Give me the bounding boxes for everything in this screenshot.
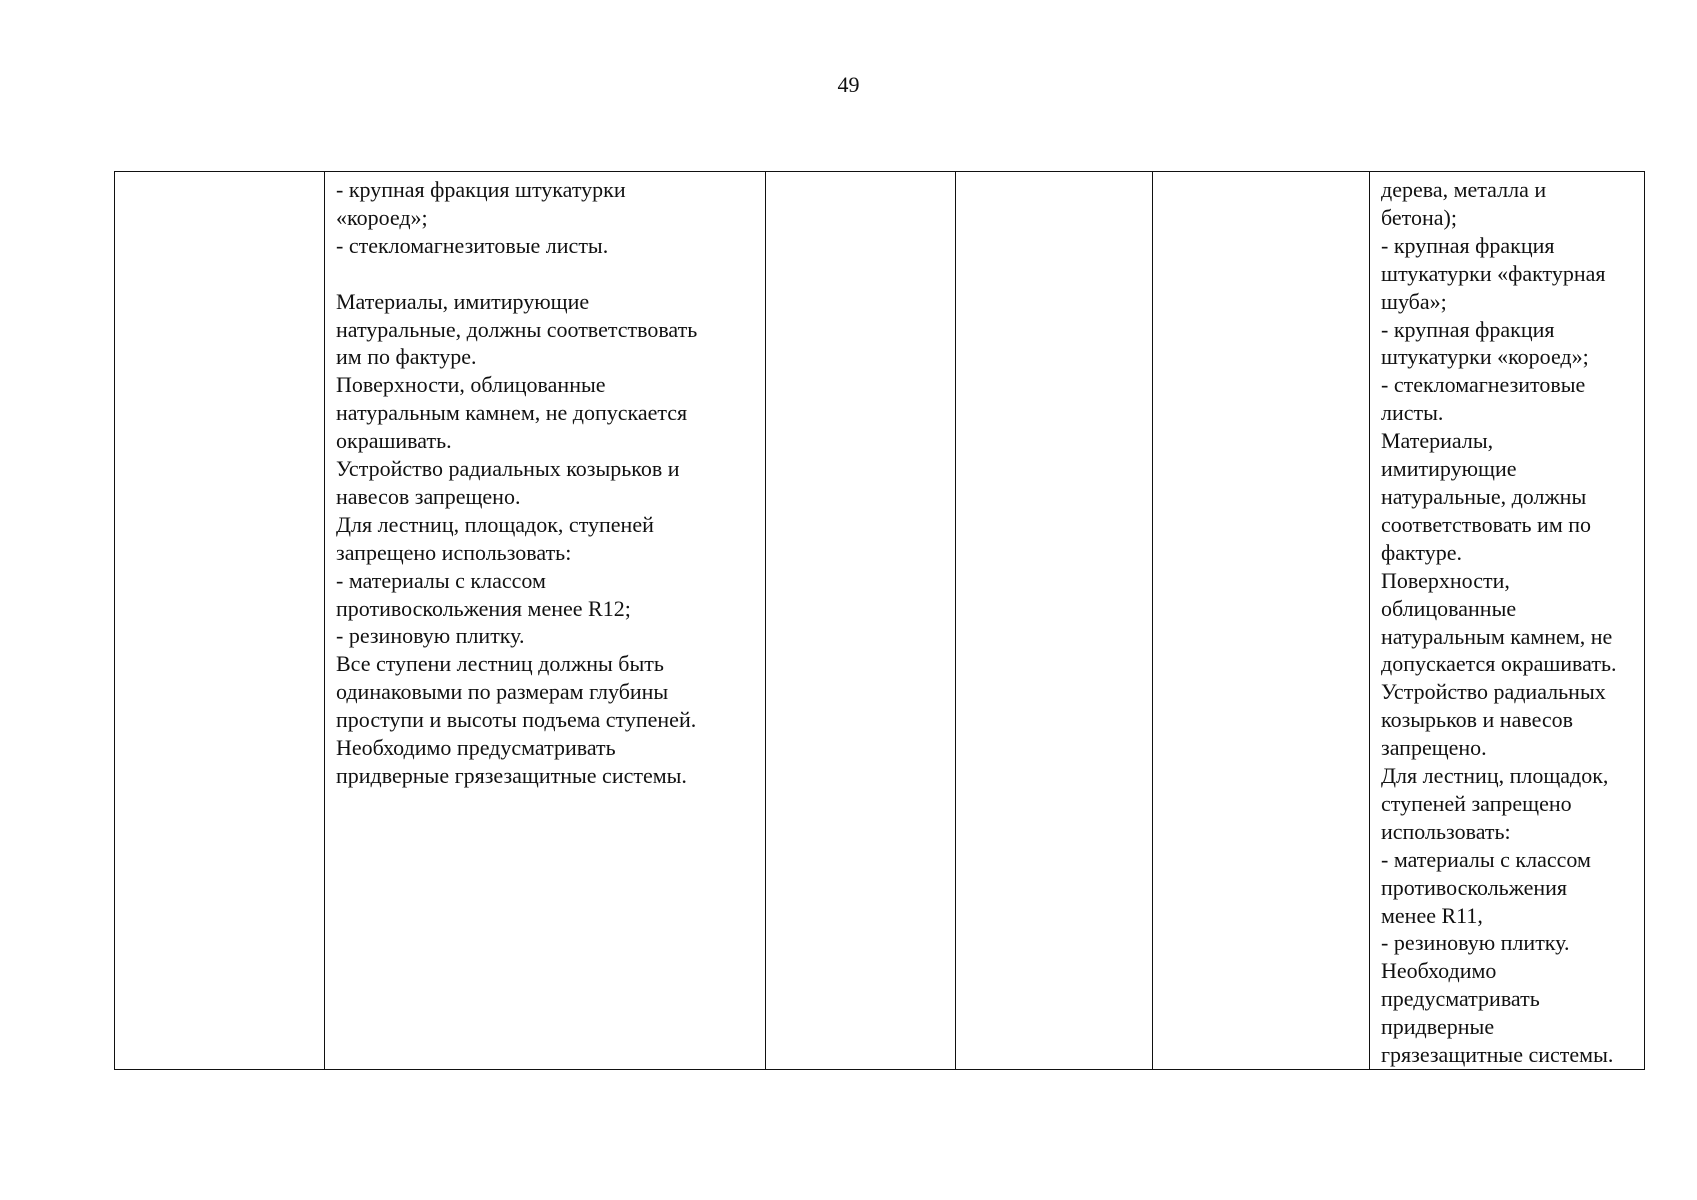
text-line: менее R11, xyxy=(1381,902,1483,928)
text-line: имитирующие xyxy=(1381,456,1517,482)
text-line: - материалы с классом xyxy=(336,567,546,593)
table-cell-col1 xyxy=(115,172,325,1070)
text-line: - резиновую плитку. xyxy=(336,623,525,649)
text-line: бетона); xyxy=(1381,204,1457,230)
text-line: окрашивать. xyxy=(336,428,452,454)
text-line: - крупная фракция xyxy=(1381,232,1555,258)
text-line: запрещено использовать: xyxy=(336,539,572,565)
text-line xyxy=(336,260,755,288)
text-line: - материалы с классом xyxy=(1381,846,1591,872)
cell-text-col6 xyxy=(1381,176,1634,1069)
text-line: Для лестниц, площадок, xyxy=(1381,763,1609,789)
text-line: проступи и высоты подъема ступеней. xyxy=(336,707,697,733)
text-line: Материалы, xyxy=(1381,428,1494,454)
table-cell-col5 xyxy=(1153,172,1370,1070)
text-line: Необходимо xyxy=(1381,958,1497,984)
table-cell-col6 xyxy=(1370,172,1645,1070)
page-number: 49 xyxy=(837,72,860,97)
text-line: противоскольжения xyxy=(1381,874,1568,900)
text-line: - резиновую плитку. xyxy=(1381,930,1570,956)
text-line: грязезащитные системы. xyxy=(1381,1042,1614,1068)
text-line: придверные грязезащитные системы. xyxy=(336,763,687,789)
text-line: «короед»; xyxy=(336,204,428,230)
text-line: шуба»; xyxy=(1381,288,1447,314)
table-row xyxy=(115,172,1645,1070)
text-line: одинаковыми по размерам глубины xyxy=(336,679,669,705)
text-line: облицованные xyxy=(1381,595,1517,621)
text-line: ступеней запрещено xyxy=(1381,790,1572,816)
text-line: натуральные, должны xyxy=(1381,483,1587,509)
text-line: Устройство радиальных xyxy=(1381,679,1606,705)
text-line: соответствовать им по xyxy=(1381,511,1592,537)
text-line: придверные xyxy=(1381,1014,1495,1040)
text-line: Поверхности, облицованные xyxy=(336,372,606,398)
table-cell-col2 xyxy=(325,172,766,1070)
text-line: штукатурки «короед»; xyxy=(1381,344,1589,370)
text-line: использовать: xyxy=(1381,818,1511,844)
cell-text-col2 xyxy=(336,176,755,790)
text-line: навесов запрещено. xyxy=(336,483,521,509)
text-line: Все ступени лестниц должны быть xyxy=(336,651,664,677)
text-line: дерева, металла и xyxy=(1381,177,1547,202)
text-line: - стекломагнезитовые xyxy=(1381,372,1586,398)
text-line: Поверхности, xyxy=(1381,567,1510,593)
text-line: предусматривать xyxy=(1381,986,1540,1012)
text-line: фактуре. xyxy=(1381,539,1463,565)
requirements-table xyxy=(114,171,1645,1070)
text-line: натуральным камнем, не xyxy=(1381,623,1613,649)
text-line: натуральным камнем, не допускается xyxy=(336,400,688,426)
text-line: Устройство радиальных козырьков и xyxy=(336,456,680,482)
table-cell-col3 xyxy=(766,172,956,1070)
text-line: запрещено. xyxy=(1381,735,1487,761)
text-line: - крупная фракция штукатурки xyxy=(336,177,626,202)
text-line: Материалы, имитирующие xyxy=(336,288,590,314)
text-line: натуральные, должны соответствовать xyxy=(336,316,698,342)
text-line: противоскольжения менее R12; xyxy=(336,595,631,621)
text-line: - стекломагнезитовые листы. xyxy=(336,232,609,258)
text-line: Для лестниц, площадок, ступеней xyxy=(336,511,654,537)
text-line: штукатурки «фактурная xyxy=(1381,260,1606,286)
text-line: козырьков и навесов xyxy=(1381,707,1574,733)
text-line: им по фактуре. xyxy=(336,344,477,370)
text-line: допускается окрашивать. xyxy=(1381,651,1617,677)
text-line: Необходимо предусматривать xyxy=(336,735,616,761)
text-line: - крупная фракция xyxy=(1381,316,1555,342)
table-cell-col4 xyxy=(956,172,1153,1070)
text-line: листы. xyxy=(1381,400,1444,426)
